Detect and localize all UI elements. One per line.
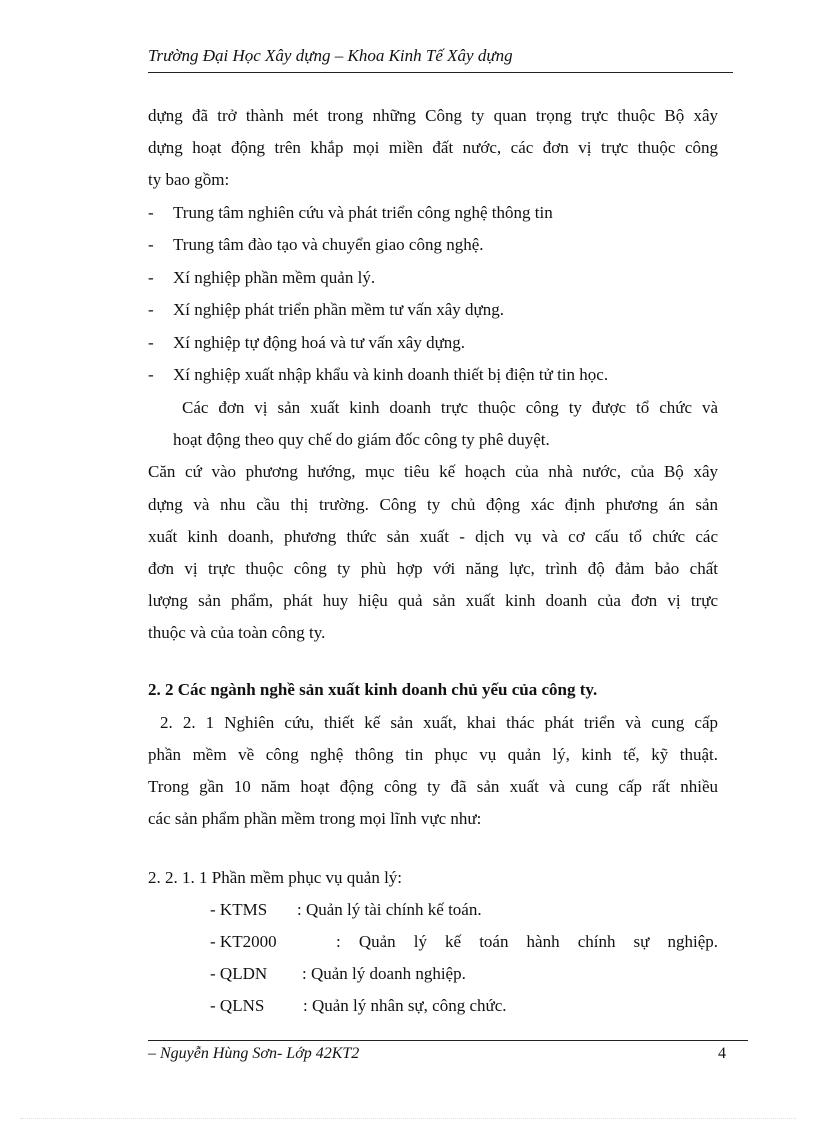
- list-item: Xí nghiệp tự động hoá và tư vấn xây dựng.: [173, 333, 466, 352]
- intro-line-1: dựng đã trở thành mét trong những Công ty quan trọng trực thuộc Bộ xây: [148, 106, 718, 125]
- basis-line-3: xuất kinh doanh, phương thức sản xuất - dịch vụ và cơ cấu tổ chức các: [148, 527, 718, 546]
- software-code: - QLNS: [210, 996, 265, 1015]
- list-dash: -: [148, 268, 154, 287]
- software-code: - KT2000: [210, 932, 277, 951]
- intro-line-3: ty bao gồm:: [148, 170, 230, 189]
- list-item: Xí nghiệp phát triển phần mềm tư vấn xây dựng.: [173, 300, 504, 319]
- basis-line-5: lượng sản phẩm, phát huy hiệu quả sản xuất kinh doanh của đơn vị trực: [148, 591, 718, 610]
- list-dash: -: [148, 333, 154, 352]
- software-code: - KTMS: [210, 900, 268, 919]
- para-221-line-1: 2. 2. 1 Nghiên cứu, thiết kế sản xuất, khai thác phát triển và cung cấp: [160, 713, 718, 732]
- para-221-line-2: phần mềm về công nghệ thông tin phục vụ quản lý, kinh tế, kỹ thuật.: [148, 745, 718, 764]
- software-desc: : Quản lý kế toán hành chính sự nghiệp.: [336, 932, 718, 951]
- para-221-line-3: Trong gần 10 năm hoạt động công ty đã sản xuất và cung cấp rất nhiều: [148, 777, 718, 796]
- list-item: Xí nghiệp phần mềm quản lý.: [173, 268, 376, 287]
- footer-author: – Nguyễn Hùng Sơn- Lớp 42KT2: [148, 1045, 360, 1062]
- units-para-line-1: Các đơn vị sản xuất kinh doanh trực thuộc công ty được tổ chức và: [182, 398, 718, 417]
- page-header: Trường Đại Học Xây dựng – Khoa Kinh Tế Xây dựng: [148, 46, 733, 73]
- software-code: - QLDN: [210, 964, 268, 983]
- section-heading: 2. 2 Các ngành nghề sản xuất kinh doanh chủ yếu của công ty.: [148, 680, 598, 699]
- list-dash: -: [148, 203, 154, 222]
- list-dash: -: [148, 235, 154, 254]
- software-desc: : Quản lý doanh nghiệp.: [302, 964, 466, 983]
- page-number: 4: [718, 1045, 726, 1062]
- para-221-line-4: các sản phẩm phần mềm trong mọi lĩnh vực như:: [148, 809, 482, 828]
- software-desc: : Quản lý nhân sự, công chức.: [303, 996, 507, 1015]
- sub-heading: 2. 2. 1. 1 Phần mềm phục vụ quản lý:: [148, 868, 403, 887]
- basis-line-1: Căn cứ vào phương hướng, mục tiêu kế hoạch của nhà nước, của Bộ xây: [148, 462, 718, 481]
- page-bottom-divider: [20, 1118, 796, 1119]
- list-dash: -: [148, 365, 154, 384]
- units-para-line-2: hoạt động theo quy chế do giám đốc công ty phê duyệt.: [173, 430, 550, 449]
- software-desc: : Quản lý tài chính kế toán.: [297, 900, 482, 919]
- intro-line-2: dựng hoạt động trên khắp mọi miền đất nước, các đơn vị trực thuộc công: [148, 138, 718, 157]
- basis-line-6: thuộc và của toàn công ty.: [148, 623, 326, 642]
- footer-rule: [148, 1040, 748, 1041]
- list-item: Xí nghiệp xuất nhập khẩu và kinh doanh thiết bị điện tử tin học.: [173, 365, 609, 384]
- basis-line-2: dựng và nhu cầu thị trường. Công ty chủ động xác định phương án sản: [148, 495, 718, 514]
- list-dash: -: [148, 300, 154, 319]
- basis-line-4: đơn vị trực thuộc công ty phù hợp với năng lực, trình độ đảm bảo chất: [148, 559, 718, 578]
- list-item: Trung tâm đào tạo và chuyển giao công nghệ.: [173, 235, 484, 254]
- list-item: Trung tâm nghiên cứu và phát triển công nghệ thông tin: [173, 203, 553, 222]
